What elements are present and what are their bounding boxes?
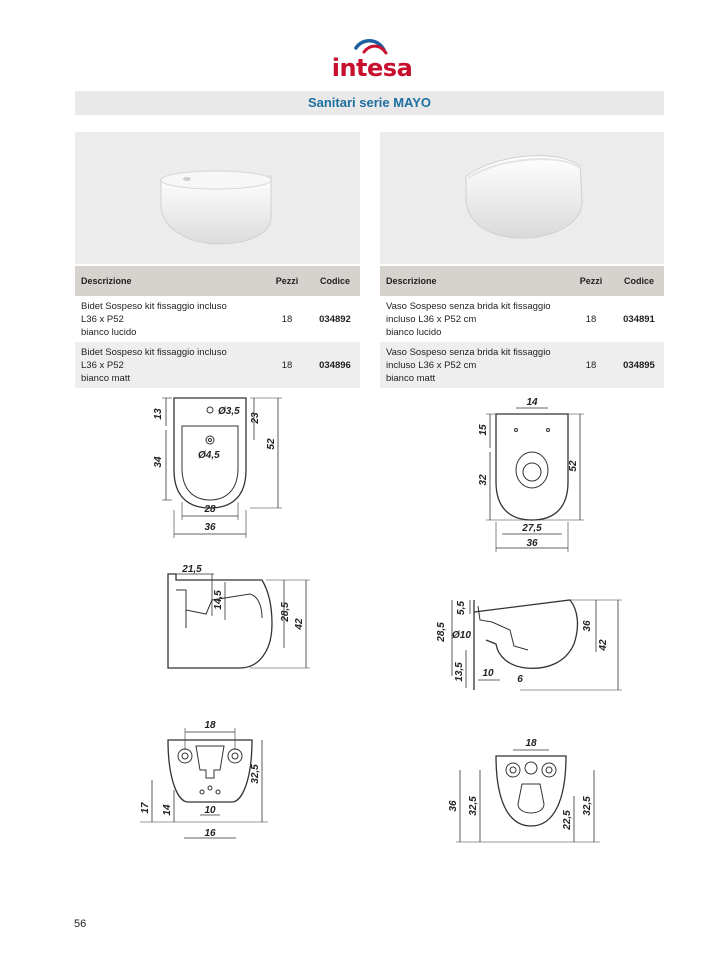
- bidet-top-view: [162, 398, 282, 538]
- dim-label: 52: [266, 438, 277, 450]
- row-codice: 034891: [623, 313, 655, 325]
- row-codice: 034896: [310, 342, 360, 388]
- dim-label: 18: [204, 720, 216, 731]
- dim-label: 18: [525, 738, 537, 749]
- col-descrizione: Descrizione: [380, 266, 568, 296]
- dim-label: 23: [250, 412, 261, 424]
- dim-label: 28,5: [280, 602, 291, 622]
- row-pezzi: 18: [281, 313, 293, 325]
- desc-line: Vaso Sospeso senza brida kit fissaggio: [386, 346, 551, 358]
- desc-line: incluso L36 x P52 cm: [386, 313, 477, 325]
- dim-label: 27,5: [522, 523, 542, 534]
- dim-label: 5,5: [456, 601, 467, 615]
- dim-label: 34: [153, 456, 164, 468]
- dim-label: 52: [568, 460, 579, 472]
- dim-label: 28: [204, 504, 216, 515]
- wc-side-view: [452, 600, 622, 690]
- dim-label: 36: [448, 800, 459, 812]
- row-pezzi: 18: [264, 342, 310, 388]
- dim-label: 22,5: [562, 810, 573, 830]
- desc-line: Vaso Sospeso senza brida kit fissaggio: [386, 300, 551, 312]
- dim-label: 14: [162, 804, 173, 816]
- col-codice: Codice: [614, 266, 664, 296]
- brand-name: intesa: [331, 54, 413, 82]
- desc-line: L36 x P52: [81, 359, 124, 371]
- dim-label: 14: [526, 397, 538, 408]
- page-number: 56: [74, 918, 87, 930]
- desc-line: bianco matt: [81, 372, 131, 384]
- desc-line: bianco lucido: [81, 326, 137, 338]
- dim-label: 16: [204, 828, 216, 839]
- page-title: Sanitari serie MAYO: [307, 95, 432, 110]
- col-codice: Codice: [310, 266, 360, 296]
- col-pezzi: Pezzi: [568, 266, 614, 296]
- row-codice: 034895: [614, 342, 664, 388]
- desc-line: bianco lucido: [386, 326, 442, 338]
- col-descrizione: Descrizione: [75, 266, 264, 296]
- desc-line: incluso L36 x P52 cm: [386, 359, 477, 371]
- dim-label: 28,5: [436, 622, 447, 642]
- dim-label: 15: [478, 424, 489, 436]
- dim-label: 10: [204, 805, 216, 816]
- row-codice: 034892: [319, 313, 351, 325]
- dim-label: 36: [526, 538, 538, 549]
- dim-label: Ø10: [452, 630, 471, 641]
- row-pezzi: 18: [585, 313, 597, 325]
- dim-label: 10: [482, 668, 494, 679]
- dim-label: 42: [294, 618, 305, 630]
- dim-label: 32,5: [582, 796, 593, 816]
- desc-line: Bidet Sospeso kit fissaggio incluso: [81, 346, 227, 358]
- col-pezzi: Pezzi: [264, 266, 310, 296]
- dim-label: 32: [478, 474, 489, 486]
- dim-label: 42: [598, 639, 609, 651]
- dim-label: 14,5: [213, 590, 224, 610]
- dim-label: 21,5: [182, 564, 202, 575]
- wc-rear-view: [456, 750, 600, 842]
- dim-label: 32,5: [468, 796, 479, 816]
- desc-line: bianco matt: [386, 372, 436, 384]
- bidet-rear-view: [140, 728, 268, 838]
- dim-label: Ø3,5: [218, 406, 240, 417]
- dim-label: 36: [582, 620, 593, 632]
- desc-line: L36 x P52: [81, 313, 124, 325]
- dim-label: Ø4,5: [198, 450, 220, 461]
- dim-label: 6: [517, 674, 523, 685]
- row-pezzi: 18: [568, 342, 614, 388]
- dim-label: 36: [204, 522, 216, 533]
- dim-label: 13: [153, 408, 164, 420]
- dim-label: 17: [140, 802, 151, 814]
- desc-line: Bidet Sospeso kit fissaggio incluso: [81, 300, 227, 312]
- dim-label: 32,5: [250, 764, 261, 784]
- dim-label: 13,5: [454, 662, 465, 682]
